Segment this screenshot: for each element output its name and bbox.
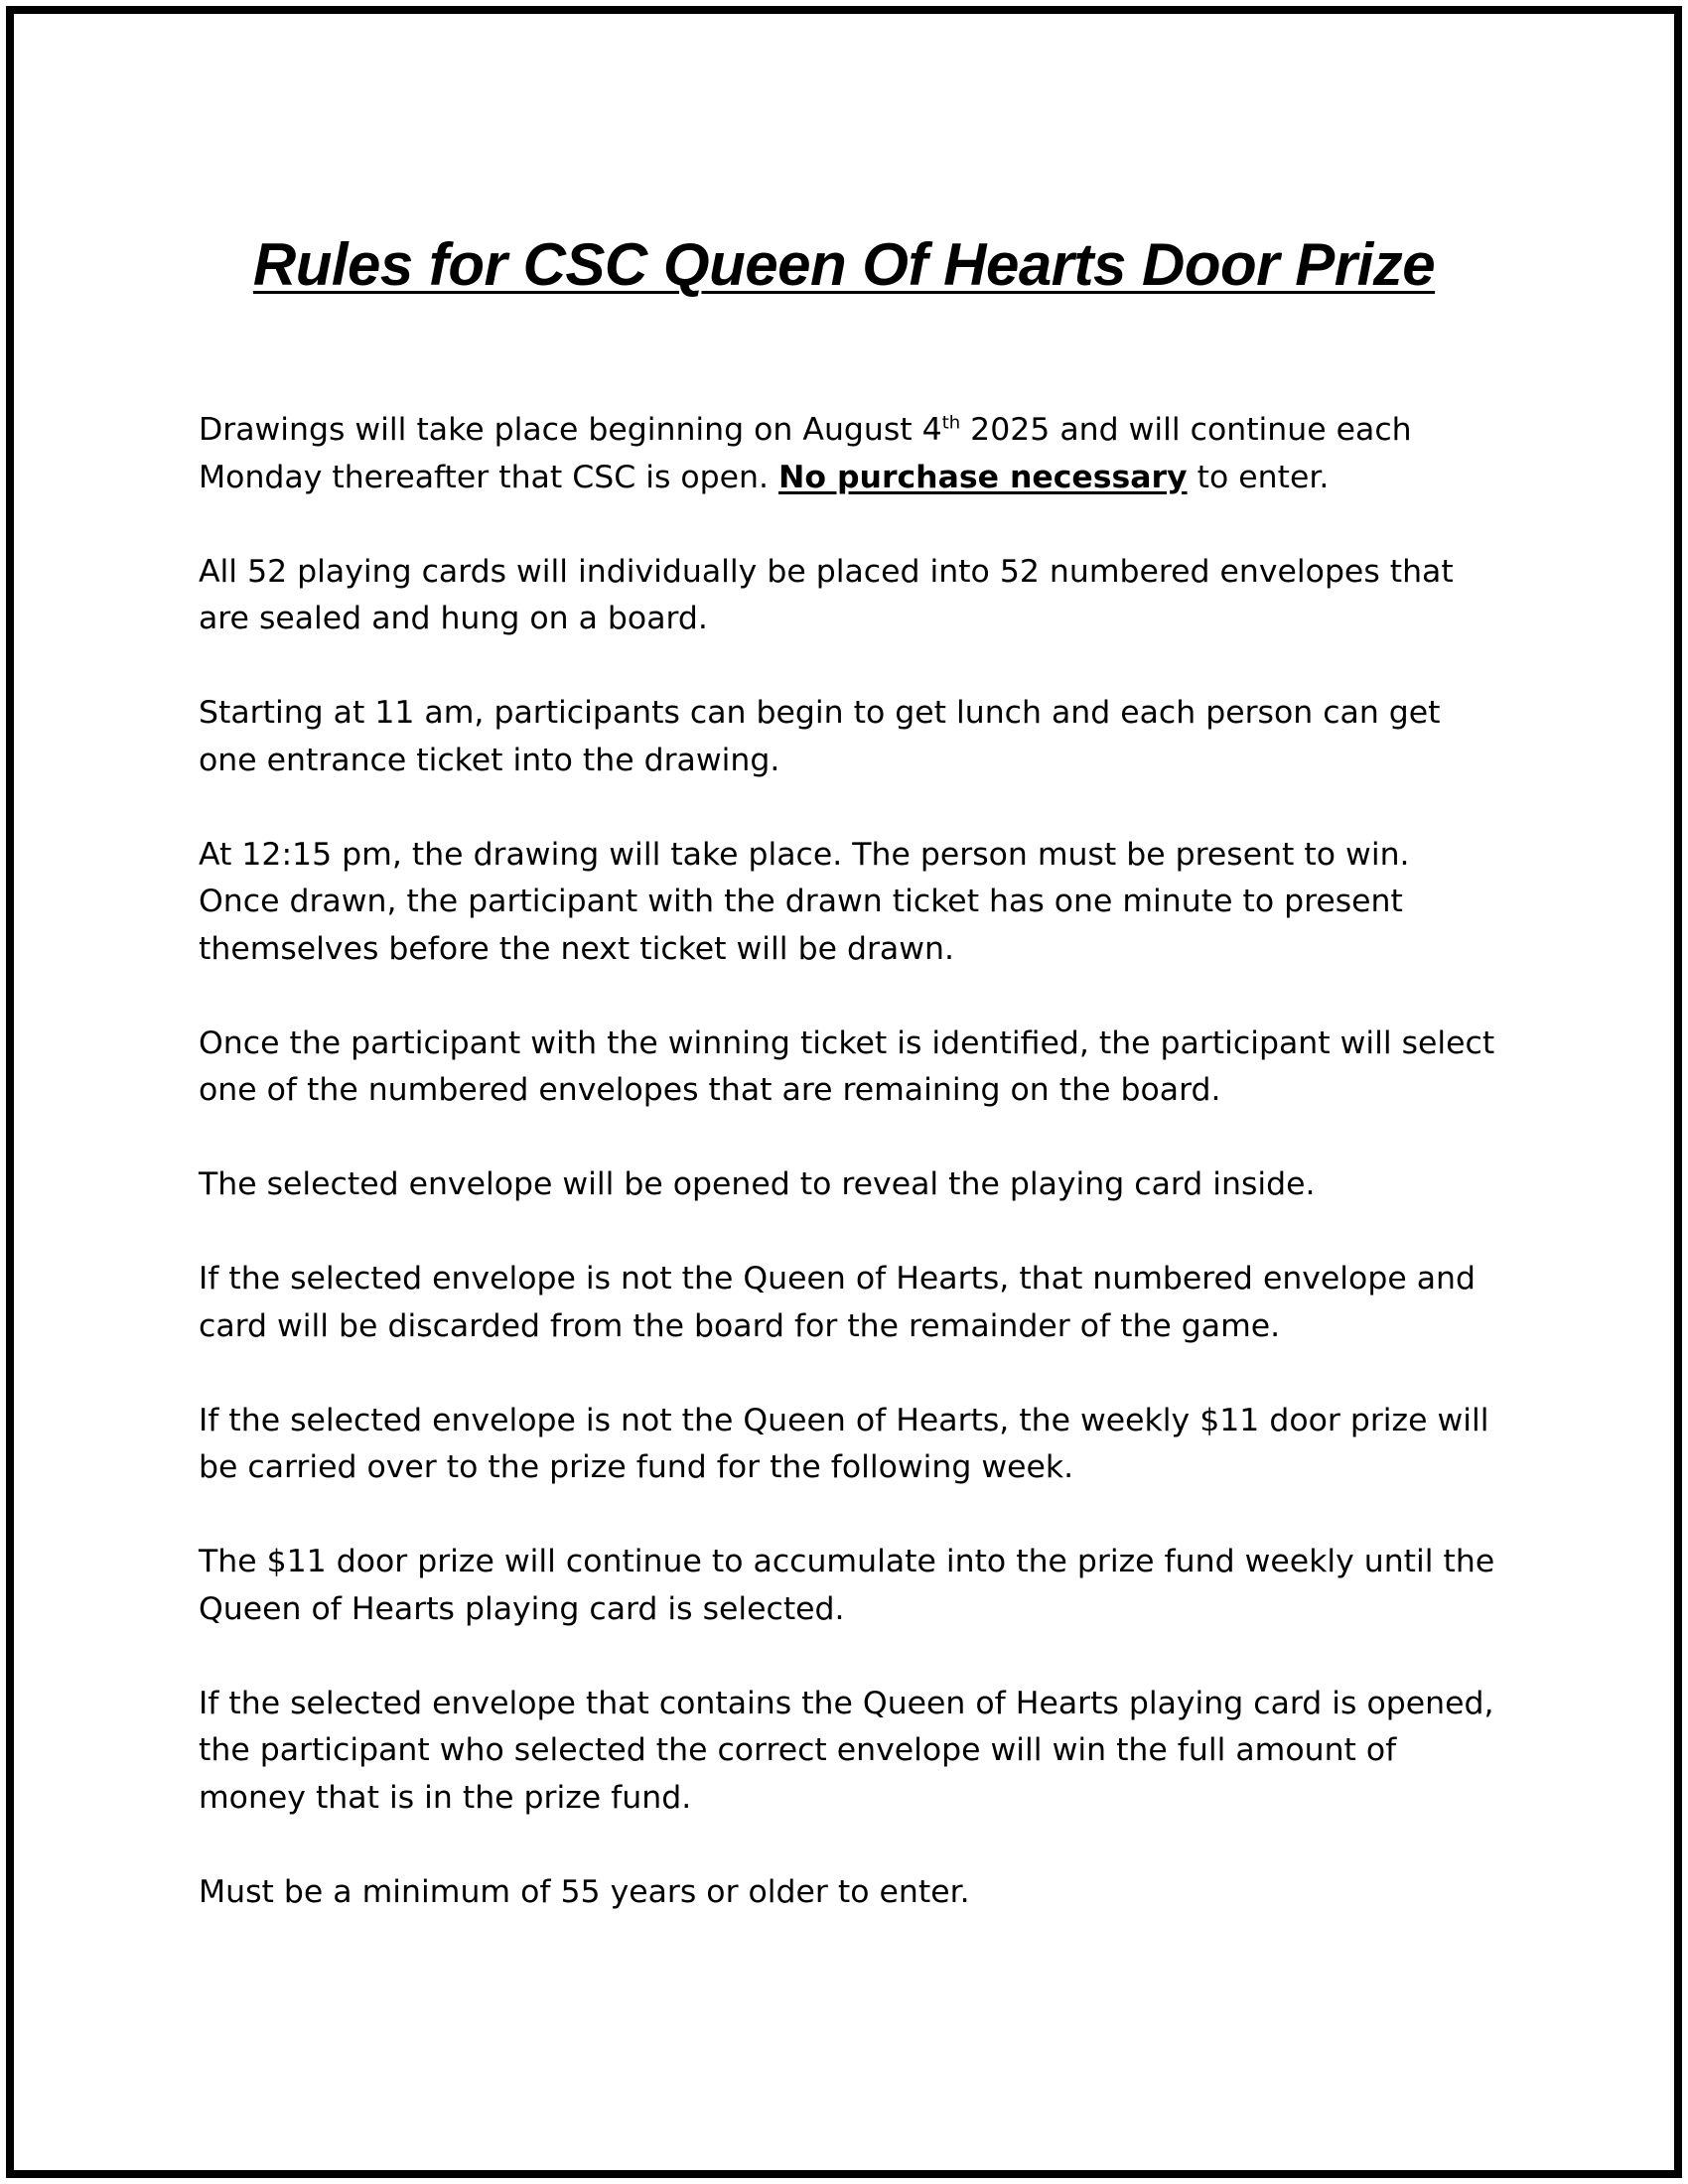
rule-paragraph-10: If the selected envelope that contains the Queen of Hearts playing card is opened, the participant who selected the correct envelope will win the full amount of money that is in the prize fund. xyxy=(199,1685,1494,1816)
rule-1-text-a: Drawings will take place beginning on August 4 xyxy=(199,412,942,448)
rule-paragraph-9: The $11 door prize will continue to accumulate into the prize fund weekly until the Queen of Hearts playing card is selected. xyxy=(199,1544,1495,1627)
document-title xyxy=(0,230,1688,299)
rule-paragraph-11: Must be a minimum of 55 years or older to enter. xyxy=(199,1873,970,1910)
rule-paragraph-6: The selected envelope will be opened to reveal the playing card inside. xyxy=(199,1166,1316,1202)
rule-1-superscript: th xyxy=(941,412,961,434)
rule-1-emphasis: No purchase necessary xyxy=(778,459,1188,495)
rule-1-text-b: 2025 and will continue each Monday thereafter that CSC is open. xyxy=(199,412,1412,495)
rule-paragraph-7: If the selected envelope is not the Queen of Hearts, that numbered envelope and card will be discarded from the board for the remainder of the game. xyxy=(199,1261,1476,1344)
rule-1-text-c: to enter. xyxy=(1187,459,1330,495)
document-title-text: Rules for CSC Queen Of Hearts Door Prize xyxy=(252,231,1436,298)
rule-paragraph-4: At 12:15 pm, the drawing will take place. The person must be present to win. Once drawn, the participant with the drawn ticket has one minute to present themselves before the next ticket will be drawn. xyxy=(199,836,1410,967)
rule-paragraph-5: Once the participant with the winning ticket is identified, the participant will select one of the numbered envelopes that are remaining on the board. xyxy=(199,1024,1495,1108)
rule-paragraph-1 xyxy=(199,407,1499,501)
rule-paragraph-3: Starting at 11 am, participants can begin to get lunch and each person can get one entrance ticket into the drawing. xyxy=(199,695,1441,778)
rule-paragraph-2: All 52 playing cards will individually be placed into 52 numbered envelopes that are sealed and hung on a board. xyxy=(199,553,1454,636)
rule-paragraph-8: If the selected envelope is not the Queen of Hearts, the weekly $11 door prize will be carried over to the prize fund for the following week. xyxy=(199,1402,1489,1485)
rules-body xyxy=(199,407,1499,1964)
